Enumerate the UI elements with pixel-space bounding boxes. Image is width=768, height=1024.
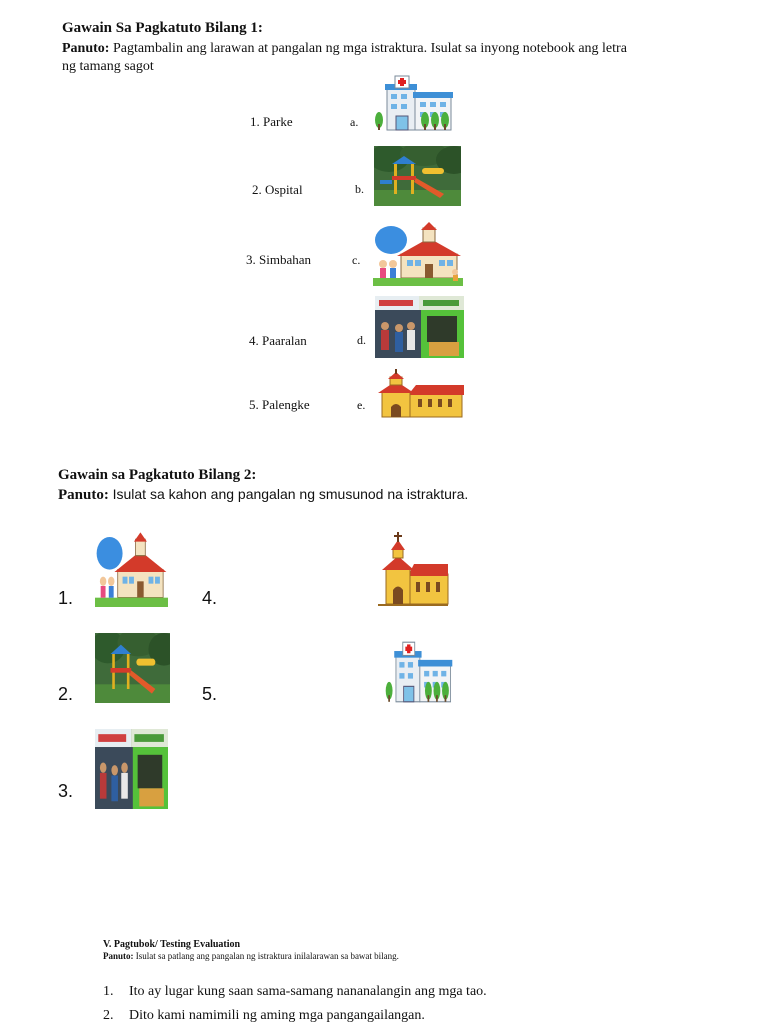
instruction-text-line1: Pagtambalin ang larawan at pangalan ng mga istraktura. Isulat sa inyong notebook ang letra [112,41,627,56]
match-letter-b: b. [355,182,364,196]
park-playground-image [374,146,461,206]
park-playground-image [95,633,170,703]
match-item-5: 5. Palengke [249,397,310,412]
evaluation-instruction [103,951,399,961]
question-number: 2. [103,1008,114,1023]
instruction-text-line2: ng tamang sagot [62,59,154,74]
activity2-instruction [58,486,468,504]
market-image [375,296,464,358]
match-item-3: 3. Simbahan [246,252,311,267]
instruction-text: Isulat sa kahon ang pangalan ng smusunod na istraktura. [112,486,469,502]
number-1: 1. [58,588,74,608]
church-image [374,530,450,608]
church-image [376,369,464,421]
match-letter-e: e. [357,398,366,412]
number-4: 4. [202,588,218,608]
question-number: 1. [103,984,114,999]
activity2-title: Gawain sa Pagkatuto Bilang 2: [58,467,257,483]
number-3: 3. [58,781,74,801]
number-2: 2. [58,684,74,704]
match-item-1: 1. Parke [250,114,293,129]
number-5: 5. [202,684,218,704]
instruction-label: Panuto: [62,41,110,56]
question-text: Ito ay lugar kung saan sama-samang nananalangin ang mga tao. [129,984,487,999]
instruction-label: Panuto: [103,951,134,961]
match-item-2: 2. Ospital [252,182,303,197]
market-image [95,729,168,809]
question-text: Dito kami namimili ng aming mga pangangailangan. [129,1008,425,1023]
school-image [373,220,463,286]
hospital-image [384,640,454,704]
instruction-text: Isulat sa patlang ang pangalan ng istraktura inilalarawan sa bawat bilang. [135,951,399,961]
match-letter-c: c. [352,253,361,267]
question-2 [103,1008,425,1024]
instruction-label: Panuto: [58,487,109,503]
match-letter-a: a. [350,115,359,129]
question-1 [103,984,487,1000]
school-image [95,530,168,607]
hospital-image [373,74,455,132]
match-letter-d: d. [357,333,366,347]
activity1-title: Gawain Sa Pagkatuto Bilang 1: [62,20,263,36]
evaluation-title: V. Pagtubok/ Testing Evaluation [103,939,241,950]
activity1-instruction [62,40,722,76]
match-item-4: 4. Paaralan [249,333,307,348]
